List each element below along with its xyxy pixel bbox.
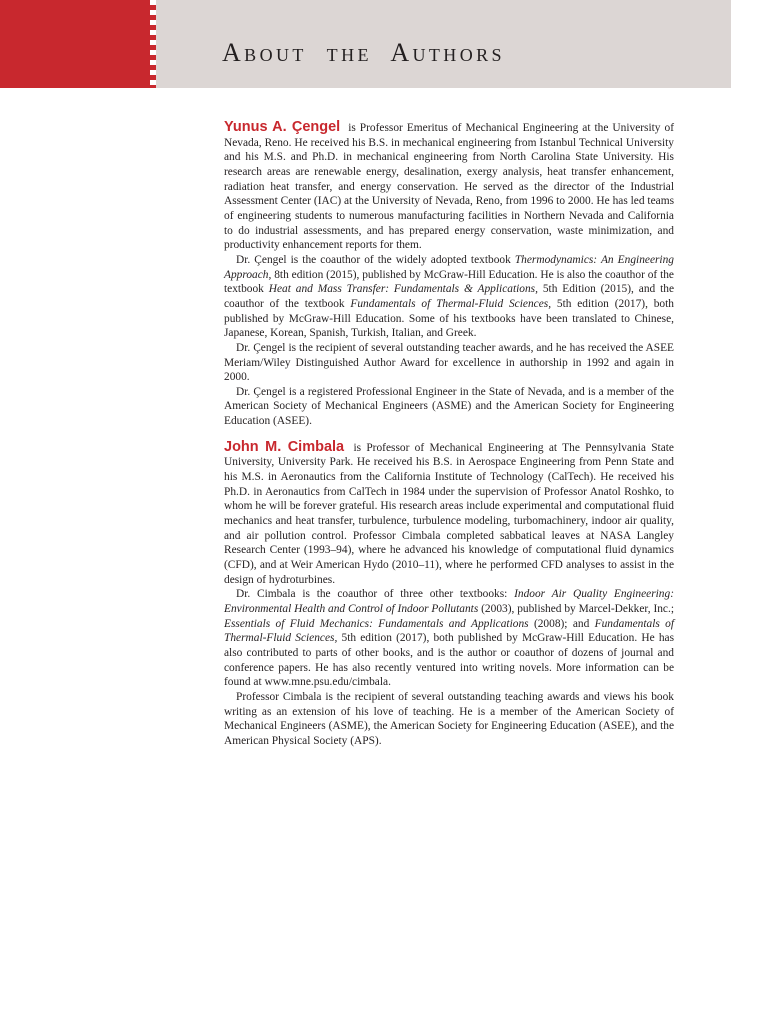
- book-title-text: Heat and Mass Transfer: Fundamentals & Applications,: [268, 283, 538, 296]
- text-run: 5th edition (2017), both published by McGraw-Hill Education. Some of his textbooks have been translated to Chinese, Japanese, Korean, Spanish, Turkish, Italian, and Greek.: [224, 297, 674, 340]
- author-section: [224, 120, 674, 429]
- text-run: is Professor Emeritus of Mechanical Engineering at the University of Nevada, Reno. He received his B.S. in mechanical engineering from Istanbul Technical University and his M.S. and Ph.D. in mechanical engineering from North Carolina State University. His research areas are renewable energy, desalination, exergy analysis, heat transfer enhancement, radiation heat transfer, and energy conservation. He served as the director of the Industrial Assessment Center (IAC) at the University of Nevada, Reno, from 1996 to 2000. He has led teams of engineering students to numerous manufacturing facilities in Northern Nevada and California to do industrial assessments, and has prepared energy conservation, waste minimization, and productivity enhancement reports for them.: [224, 122, 674, 252]
- book-title-text: Thermodynamics: An Engineering Approach,: [224, 253, 674, 281]
- author-paragraph: [224, 341, 674, 385]
- page-title: About the Authors: [222, 38, 505, 67]
- book-title-text: Fundamentals of Thermal-Fluid Sciences,: [224, 617, 675, 645]
- author-name: John M. Cimbala: [224, 438, 345, 455]
- author-section: [224, 440, 674, 749]
- book-title-text: Indoor Air Quality Engineering: Environmental Health and Control of Indoor Pollutants: [224, 588, 674, 615]
- text-run: (2003), published by Marcel-Dekker, Inc.;: [478, 603, 674, 615]
- text-run: 5th edition (2017), both published by McGraw-Hill Education. He has also contributed to parts of other books, and is the author or coauthor of dozens of journal and conference papers. He has also recently ventured into writing novels. More information can be found at www.mne.psu.edu/cimbala.: [224, 632, 675, 689]
- author-name: Yunus A. Çengel: [224, 119, 341, 135]
- paragraph-text: [224, 122, 674, 251]
- text-run: Dr. Çengel is the coauthor of the widely adopted textbook: [236, 253, 515, 266]
- text-run: Dr. Çengel is a registered Professional Engineer in the State of Nevada, and is a member of the American Society of Mechanical Engineers (ASME) and the American Society for Engineering Education (ASEE).: [224, 385, 674, 428]
- text-run: 5th Edition (2015), and the coauthor of the textbook: [224, 283, 674, 310]
- author-intro-paragraph: [224, 440, 674, 588]
- author-paragraph: [224, 587, 674, 690]
- text-run: Dr. Cimbala is the coauthor of three other textbooks:: [236, 588, 515, 601]
- author-paragraph: [224, 385, 674, 429]
- text-run: Dr. Çengel is the recipient of several outstanding teacher awards, and he has received the ASEE Meriam/Wiley Distinguished Author Award for excellence in authorship in 1992 and again in 2000.: [224, 341, 674, 384]
- text-run: (2008); and: [528, 617, 595, 630]
- text-run: is Professor of Mechanical Engineering at The Pennsylvania State University, University Park. He received his B.S. in Aerospace Engineering from Penn State and his M.S. in Aeronautics from the California Institute of Technology (CalTech). He received his Ph.D. in Aeronautics from CalTech in 1984 under the supervision of Professor Anatol Roshko, to whom he will be forever grateful. His research areas include experimental and computational fluid mechanics and heat transfer, turbulence, turbulence modeling, turbomachinery, indoor air quality, and air pollution control. Professor Cimbala completed sabbatical leaves at NASA Langley Research Center (1993–94), where he advanced his knowledge of computational fluid dynamics (CFD), and at Weir American Hydo (2010–11), where he performed CFD analyses to assist in the design of hydroturbines.: [224, 441, 674, 586]
- dashed-divider: [150, 0, 156, 88]
- author-paragraph: [224, 253, 674, 341]
- author-intro-paragraph: [224, 120, 674, 253]
- authors-body: [224, 120, 674, 749]
- book-title-text: Fundamentals of Thermal-Fluid Sciences,: [350, 297, 552, 310]
- author-paragraph: [224, 690, 674, 749]
- text-run: Professor Cimbala is the recipient of several outstanding teaching awards and views his book writing as an extension of his love of teaching. He is a member of the American Society of Mechanical Engineers (ASME), the American Society for Engineering Education (ASEE), and the American Physical Society (APS).: [224, 690, 674, 747]
- book-title-text: Essentials of Fluid Mechanics: Fundamentals and Applications: [224, 617, 529, 630]
- text-run: 8th edition (2015), published by McGraw-Hill Education. He is also the coauthor of the textbook: [224, 268, 674, 296]
- red-accent-block: [0, 0, 153, 88]
- paragraph-text: [224, 442, 674, 586]
